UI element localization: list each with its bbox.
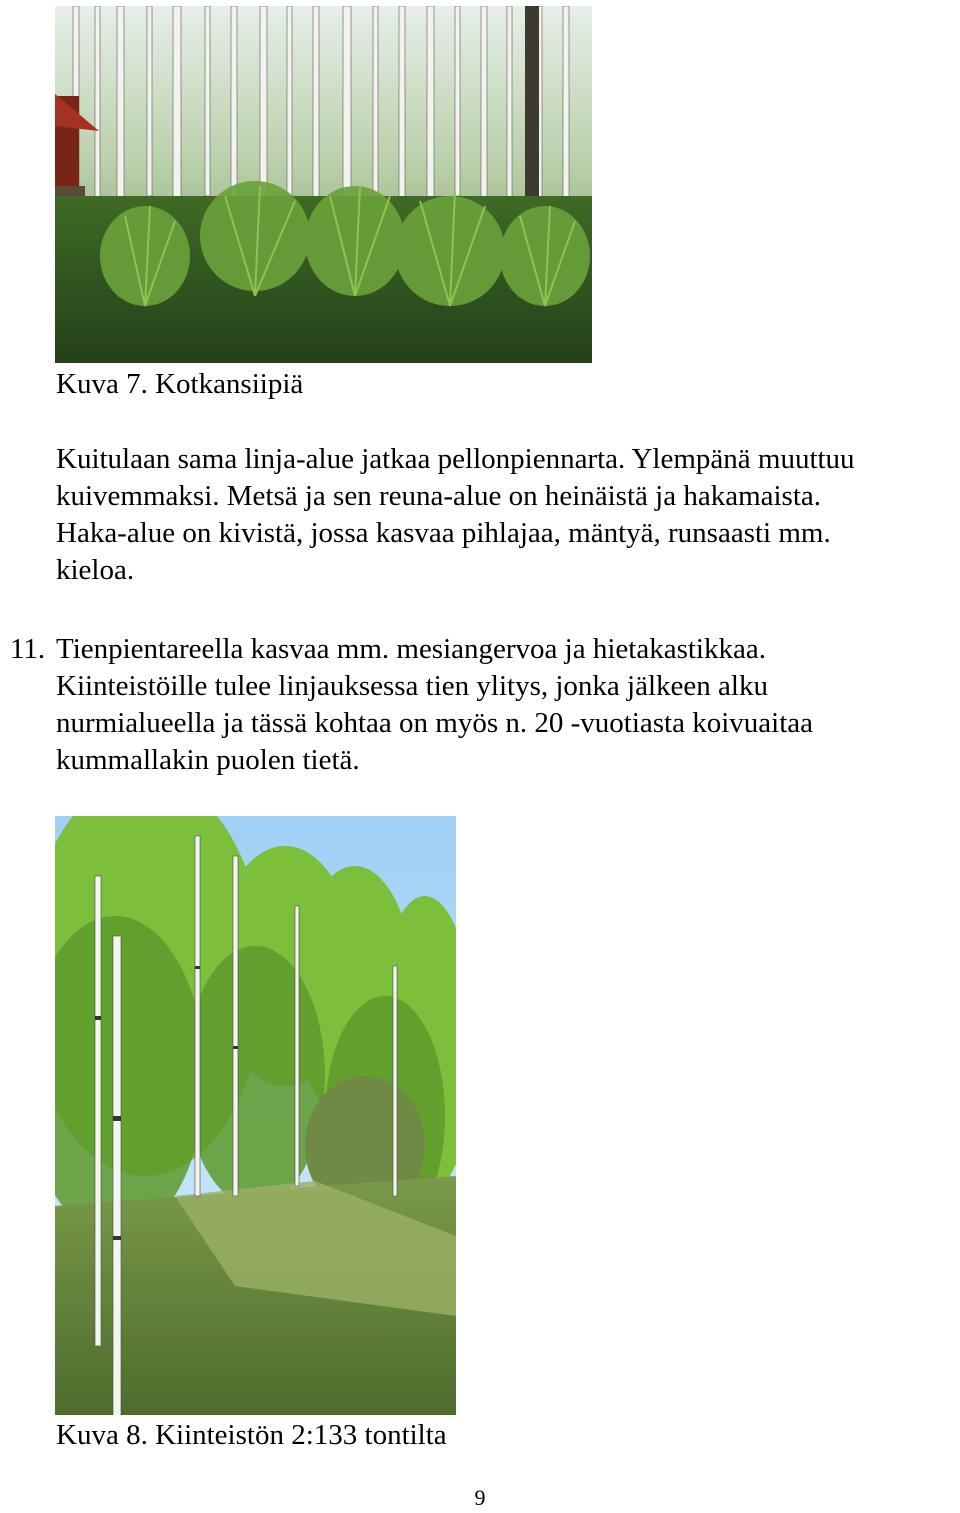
paragraph-line: Tienpientareella kasvaa mm. mesiangervoa ja hietakastikkaa. <box>56 633 766 665</box>
paragraph-line: kummallakin puolen tietä. <box>56 744 360 776</box>
forest-ferns-image <box>55 6 592 363</box>
paragraph-linja-alue <box>56 441 855 589</box>
paragraph-line: Kiinteistöille tulee linjauksessa tien ylitys, jonka jälkeen alku <box>56 670 768 702</box>
paragraph-first-line <box>10 631 813 668</box>
paragraph-line: Kuitulaan sama linja-alue jatkaa pellonpiennarta. Ylempänä muuttuu <box>56 443 855 475</box>
paragraph-item-11 <box>10 631 813 779</box>
paragraph-line: kuivemmaksi. Metsä ja sen reuna-alue on heinäistä ja hakamaista. <box>56 480 822 512</box>
birch-hedge-photo <box>55 816 456 1415</box>
paragraph-line: kieloa. <box>56 554 135 586</box>
paragraph-line: nurmialueella ja tässä kohtaa on myös n. 20 -vuotiasta koivuaitaa <box>56 707 814 739</box>
item-number: 11. <box>10 633 46 665</box>
paragraph-line: Haka-alue on kivistä, jossa kasvaa pihlajaa, mäntyä, runsaasti mm. <box>56 517 831 549</box>
figure-7-caption: Kuva 7. Kotkansiipiä <box>56 368 304 400</box>
page-number: 9 <box>474 1485 486 1510</box>
figure-8-caption: Kuva 8. Kiinteistön 2:133 tontilta <box>56 1419 447 1451</box>
forest-ferns-photo <box>55 6 592 363</box>
birch-hedge-image <box>55 816 456 1415</box>
